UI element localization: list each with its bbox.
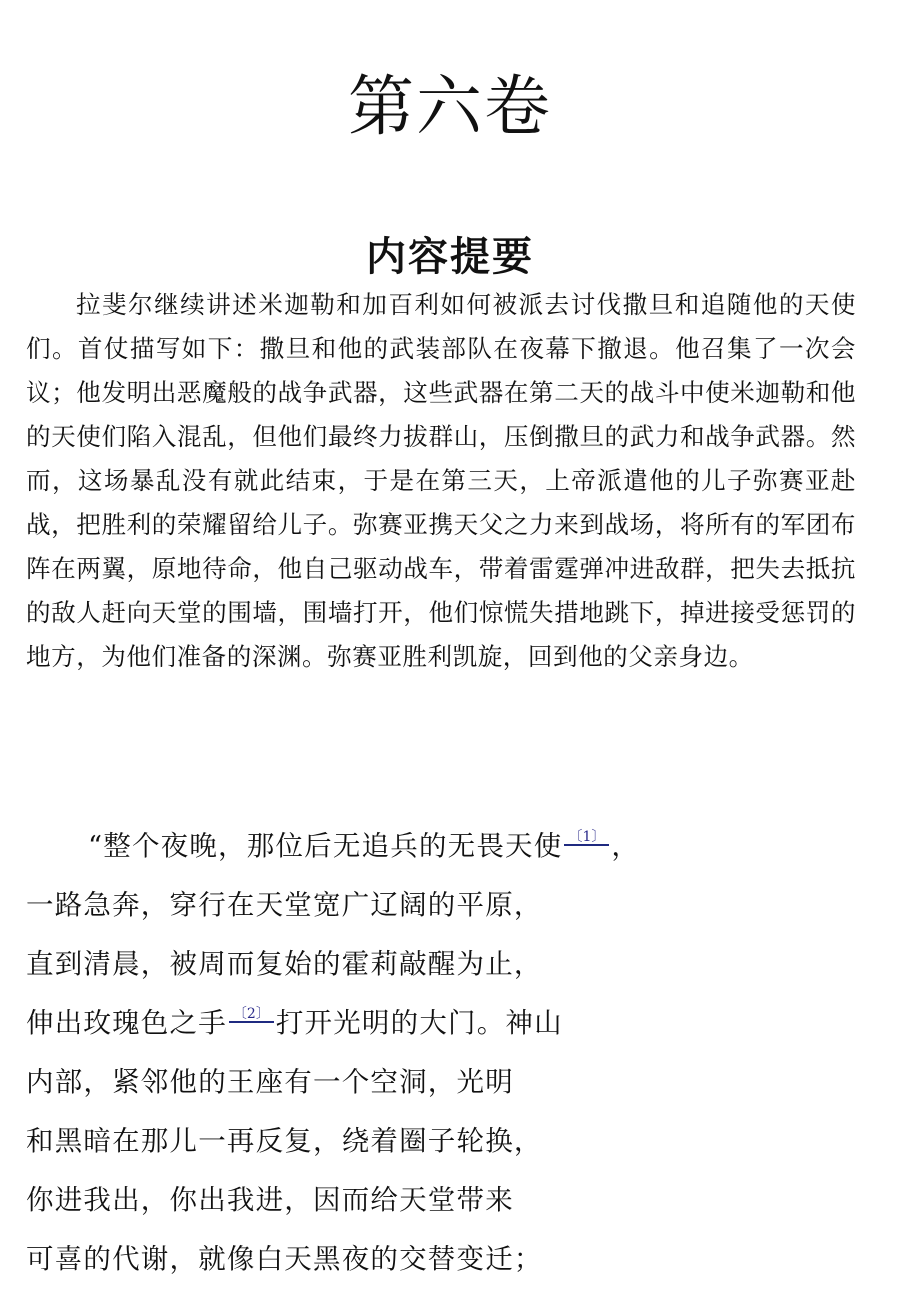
poem-verse <box>26 818 876 1290</box>
poem-line: 一路急奔，穿行在天堂宽广辽阔的平原， <box>26 889 543 921</box>
poem-line-text: “整个夜晚，那位后无追兵的无畏天使 <box>88 830 563 862</box>
poem-line: 直到清晨，被周而复始的霍莉敲醒为止， <box>26 948 543 980</box>
volume-title: 第六卷 <box>348 68 552 146</box>
poem-line-text: 伸出玫瑰色之手 <box>26 1007 227 1039</box>
footnote-link[interactable]: 〔2〕 <box>229 1007 274 1023</box>
section-title: 内容提要 <box>366 233 534 281</box>
summary-paragraph: 拉斐尔继续讲述米迦勒和加百利如何被派去讨伐撒旦和追随他的天使们。首仗描写如下：撒旦和他的武装部队在夜幕下撤退。他召集了一次会议；他发明出恶魔般的战争武器，这些武器在第二天的战斗中使米迦勒和他的天使们陷入混乱，但他们最终力拔群山，压倒撒旦的武力和战争武器。然而，这场暴乱没有就此结束，于是在第三天，上帝派遣他的儿子弥赛亚赴战，把胜利的荣耀留给儿子。弥赛亚携天父之力来到战场，将所有的军团布阵在两翼，原地待命，他自己驱动战车，带着雷霆弹冲进敌群，把失去抵抗的敌人赶向天堂的围墙，围墙打开，他们惊慌失措地跳下，掉进接受惩罚的地方，为他们准备的深渊。弥赛亚胜利凯旋，回到他的父亲身边。 <box>26 290 856 671</box>
poem-line-text: ， <box>611 830 641 862</box>
poem-line: 内部，紧邻他的王座有一个空洞，光明 <box>26 1066 514 1098</box>
poem-line: 你进我出，你出我进，因而给天堂带来 <box>26 1184 514 1216</box>
poem-line: 和黑暗在那儿一再反复，绕着圈子轮换， <box>26 1125 543 1157</box>
poem-line <box>26 995 876 1054</box>
poem-line: 可喜的代谢，就像白天黑夜的交替变迁； <box>26 1243 543 1275</box>
footnote-link[interactable]: 〔1〕 <box>564 830 609 846</box>
poem-line-text: 打开光明的大门。神山 <box>275 1007 563 1039</box>
poem-line <box>26 818 876 877</box>
